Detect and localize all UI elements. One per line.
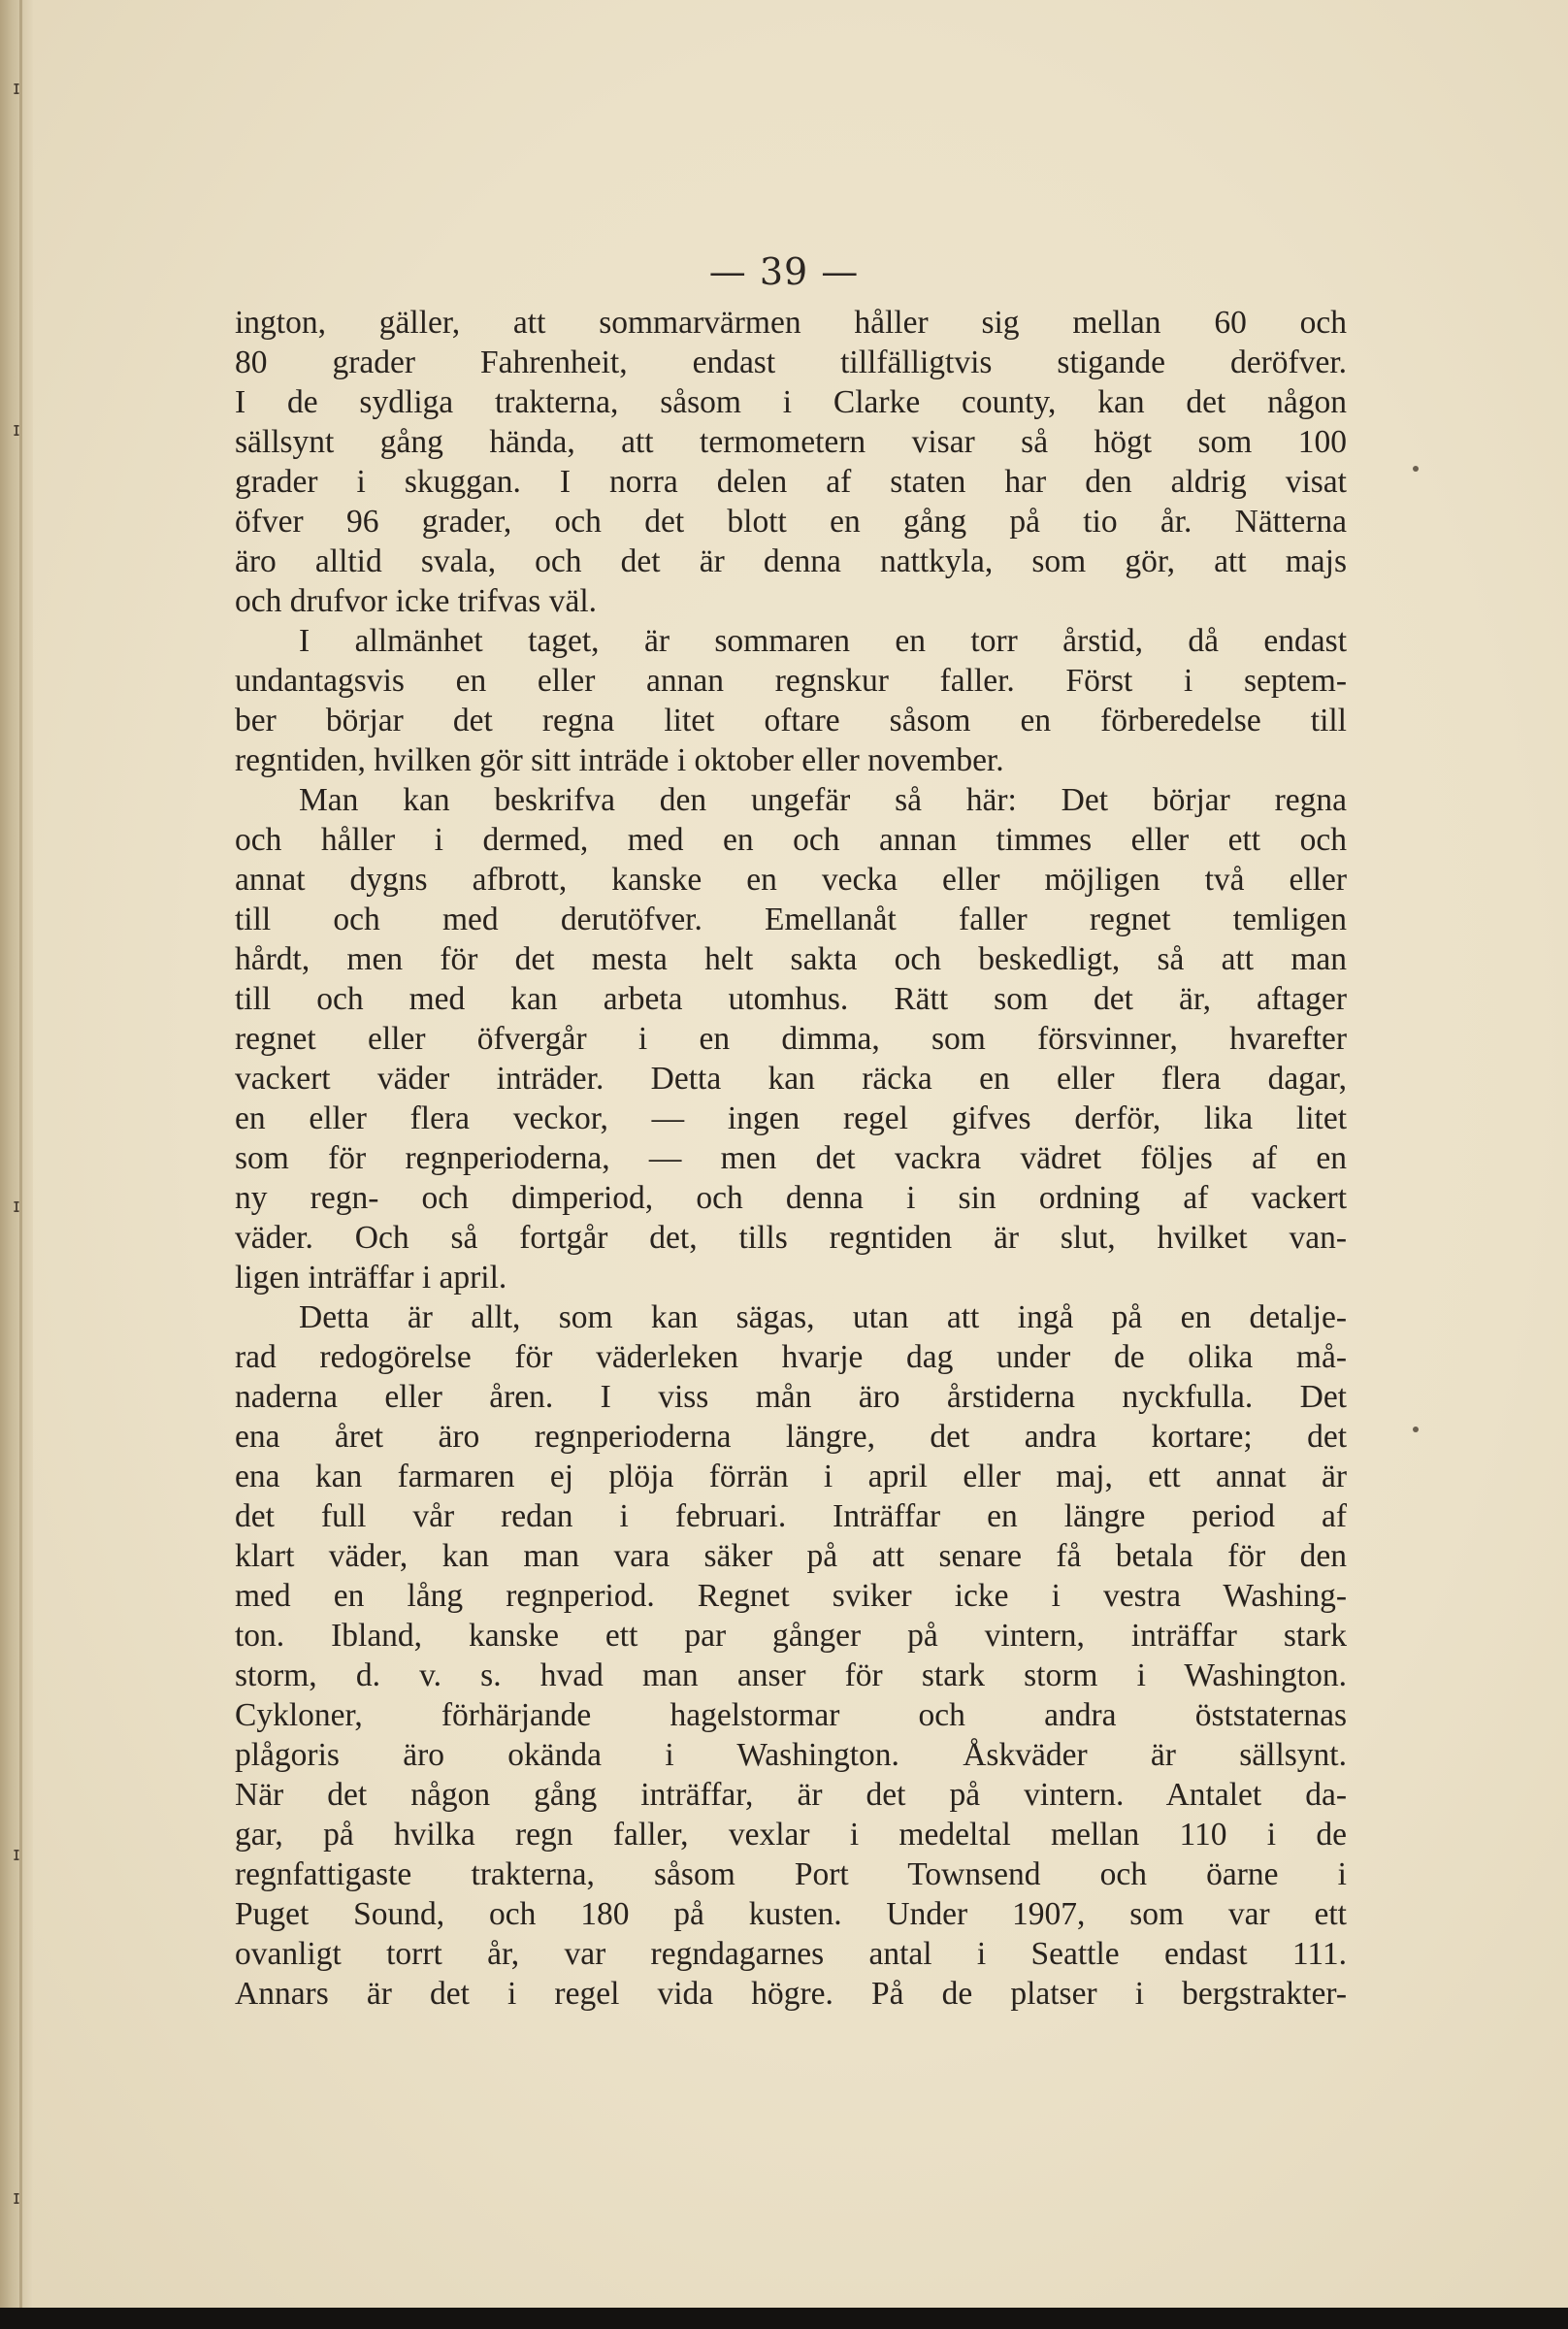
text-line: ligen inträffar i april. xyxy=(235,1260,507,1296)
text-line: till och med derutöfver. Emellanåt faller regnet temligen xyxy=(235,902,1347,937)
text-line: regntiden, hvilken gör sitt inträde i oktober eller november. xyxy=(235,742,1004,778)
text-line: Cykloner, förhärjande hagelstormar och andra öststaternas xyxy=(235,1697,1347,1733)
text-line: Detta är allt, som kan sägas, utan att ingå på en detalje- xyxy=(299,1299,1347,1335)
text-line: Puget Sound, och 180 på kusten. Under 1907, som var ett xyxy=(235,1896,1347,1932)
text-line: öfver 96 grader, och det blott en gång på tio år. Nätterna xyxy=(235,504,1347,540)
text-line: När det någon gång inträffar, är det på vintern. Antalet da- xyxy=(235,1777,1347,1813)
text-line: I allmänhet taget, är sommaren en torr årstid, då endast xyxy=(299,623,1347,659)
text-line: klart väder, kan man vara säker på att senare få betala för den xyxy=(235,1538,1347,1574)
text-line: ena kan farmaren ej plöja förrän i april eller maj, ett annat är xyxy=(235,1459,1347,1494)
margin-mark-icon: ɪ xyxy=(13,2185,20,2209)
margin-mark-icon: ɪ xyxy=(13,1842,20,1865)
text-line: vackert väder inträder. Detta kan räcka en eller flera dagar, xyxy=(235,1061,1347,1097)
binding-edge xyxy=(19,0,22,2329)
text-line: ber börjar det regna litet oftare såsom en förberedelse till xyxy=(235,703,1347,738)
text-line: naderna eller åren. I viss mån äro årstiderna nyckfulla. Det xyxy=(235,1379,1347,1415)
binding-gutter xyxy=(0,0,33,2329)
text-line: storm, d. v. s. hvad man anser för stark storm i Washington. xyxy=(235,1657,1347,1693)
scan-bottom-edge xyxy=(0,2308,1568,2329)
text-line: sällsynt gång hända, att termometern visar så högt som 100 xyxy=(235,424,1347,460)
text-line: plågoris äro okända i Washington. Åskväder är sällsynt. xyxy=(235,1737,1347,1773)
margin-mark-icon: ɪ xyxy=(13,417,20,441)
text-line: ny regn- och dimperiod, och denna i sin ordning af vackert xyxy=(235,1180,1347,1216)
margin-mark-icon: ɪ xyxy=(13,1194,20,1217)
text-line: Man kan beskrifva den ungefär så här: Det börjar regna xyxy=(299,782,1347,818)
text-line: grader i skuggan. I norra delen af staten har den aldrig visat xyxy=(235,464,1347,500)
text-line: med en lång regnperiod. Regnet sviker icke i vestra Washing- xyxy=(235,1578,1347,1614)
text-line: som för regnperioderna, — men det vackra vädret följes af en xyxy=(235,1140,1347,1176)
body-text xyxy=(235,303,1347,2014)
text-line: och håller i dermed, med en och annan timmes eller ett och xyxy=(235,822,1347,858)
text-line: ena året äro regnperioderna längre, det andra kortare; det xyxy=(235,1419,1347,1455)
text-line: 80 grader Fahrenheit, endast tillfälligtvis stigande deröfver. xyxy=(235,344,1347,380)
text-line: regnet eller öfvergår i en dimma, som försvinner, hvarefter xyxy=(235,1021,1347,1057)
text-line: till och med kan arbeta utomhus. Rätt som det är, aftager xyxy=(235,981,1347,1017)
text-line: och drufvor icke trifvas väl. xyxy=(235,583,598,619)
text-line: I de sydliga trakterna, såsom i Clarke county, kan det någon xyxy=(235,384,1347,420)
text-line: Annars är det i regel vida högre. På de platser i bergstrakter- xyxy=(235,1976,1347,2012)
text-line: äro alltid svala, och det är denna nattkyla, som gör, att majs xyxy=(235,543,1347,579)
margin-mark-icon: ɪ xyxy=(13,76,20,99)
paper-speck xyxy=(1413,1427,1419,1432)
text-line: hårdt, men för det mesta helt sakta och beskedligt, så att man xyxy=(235,941,1347,977)
text-line: annat dygns afbrott, kanske en vecka eller möjligen två eller xyxy=(235,862,1347,898)
text-line: ovanligt torrt år, var regndagarnes antal i Seattle endast 111. xyxy=(235,1936,1347,1972)
text-line: undantagsvis en eller annan regnskur faller. Först i septem- xyxy=(235,663,1347,699)
text-line: ington, gäller, att sommarvärmen håller sig mellan 60 och xyxy=(235,305,1347,341)
text-line: gar, på hvilka regn faller, vexlar i medeltal mellan 110 i de xyxy=(235,1817,1347,1853)
text-line: rad redogörelse för väderleken hvarje dag under de olika må- xyxy=(235,1339,1347,1375)
paper-speck xyxy=(1413,466,1419,472)
text-line: ton. Ibland, kanske ett par gånger på vintern, inträffar stark xyxy=(235,1618,1347,1654)
page-number: — 39 — xyxy=(708,250,860,293)
text-line: regnfattigaste trakterna, såsom Port Townsend och öarne i xyxy=(235,1856,1347,1892)
text-line: väder. Och så fortgår det, tills regntiden är slut, hvilket van- xyxy=(235,1220,1347,1256)
text-line: en eller flera veckor, — ingen regel gifves derför, lika litet xyxy=(235,1100,1347,1136)
text-line: det full vår redan i februari. Inträffar en längre period af xyxy=(235,1498,1347,1534)
